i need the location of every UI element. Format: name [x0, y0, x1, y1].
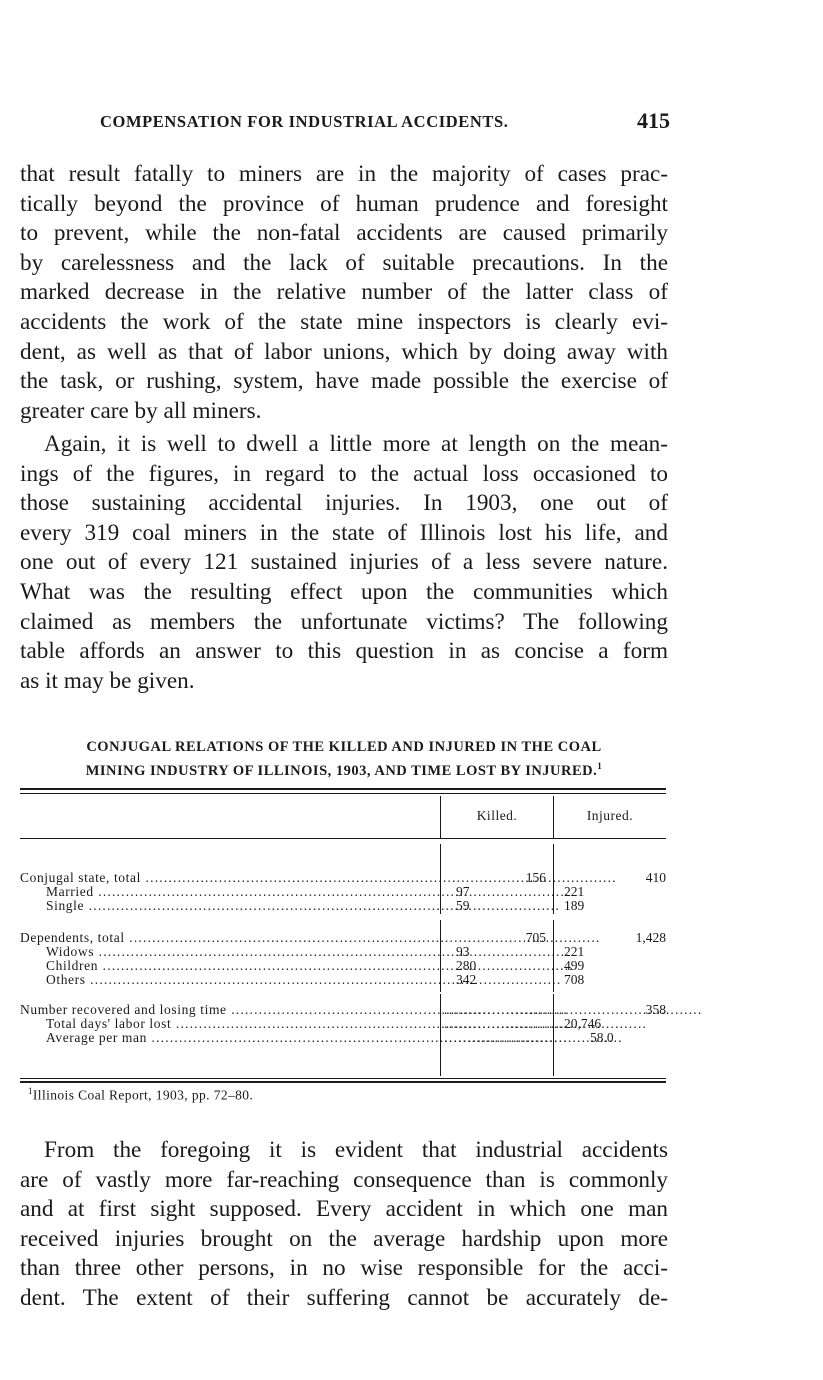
paragraph-line: dent, as well as that of labor unions, which by doing away with — [20, 338, 668, 365]
row-label: Others ..... — [46, 972, 440, 988]
paragraph-line: accidents the work of the state mine inspectors is clearly evi- — [20, 308, 668, 335]
injured-value: 58.0 — [590, 1030, 614, 1045]
injured-value: 189 — [564, 898, 585, 913]
injured-value: 221 — [564, 884, 585, 899]
injured-value: 499 — [564, 958, 585, 973]
table-caption — [20, 738, 668, 781]
row-label: Number recovered and losing time ..... — [20, 1002, 440, 1018]
footnote-ref: 1 — [597, 761, 603, 771]
table-top-rule — [20, 793, 666, 794]
leader-dots: .......................... — [444, 1030, 569, 1045]
row-label: Married ..... — [46, 884, 440, 900]
paragraph-line: are of vastly more far-reaching consequence than is commonly — [20, 1166, 668, 1193]
paragraph-line: by carelessness and the lack of suitable precautions. In the — [20, 249, 668, 276]
killed-value: 156 — [525, 870, 546, 885]
paragraph-line: every 319 coal miners in the state of Illinois lost his life, and — [20, 519, 668, 546]
column-header-killed: Killed. — [476, 808, 518, 823]
paragraph-line: those sustaining accidental injuries. In 1903, one out of — [20, 490, 668, 517]
paragraph-line: Again, it is well to dwell a little more at length on the mean- — [44, 431, 668, 457]
row-label: Single ..... — [46, 898, 440, 914]
paragraph-line: From the foregoing it is evident that industrial accidents — [44, 1137, 668, 1163]
paragraph-line: table affords an answer to this question in as concise a form — [20, 638, 668, 665]
paragraph-line: to prevent, while the non-fatal accidents are caused primarily — [20, 220, 668, 247]
row-label: Children ..... — [46, 958, 440, 974]
row-label: Widows ..... — [46, 944, 440, 960]
table-bottom-rule — [20, 1081, 666, 1083]
leader-dots: .......................... — [444, 1002, 569, 1017]
row-label: Average per man ..... — [46, 1030, 440, 1046]
paragraph-3 — [20, 1136, 668, 1314]
header-rule — [20, 838, 666, 839]
table-caption-line: CONJUGAL RELATIONS OF THE KILLED AND INJURED IN THE COAL — [86, 739, 602, 755]
paragraph-line: dent. The extent of their suffering cannot be accurately de- — [20, 1284, 668, 1311]
injured-value: 708 — [564, 972, 585, 987]
column-header-injured: Injured. — [586, 808, 634, 823]
killed-value: 93 — [456, 944, 470, 959]
row-label: Dependents, total ..... — [20, 930, 440, 946]
row-label: Conjugal state, total ..... — [20, 870, 440, 886]
table-bottom-rule — [20, 1078, 666, 1079]
killed-value: 342 — [456, 972, 477, 987]
paragraph-line: marked decrease in the relative number of the latter class of — [20, 279, 668, 306]
killed-value: 280 — [456, 958, 477, 973]
footnote-marker: 1 — [28, 1086, 33, 1096]
paragraph-line: that result fatally to miners are in the majority of cases prac- — [20, 161, 668, 187]
injured-value: 358 — [645, 1002, 666, 1017]
killed-value: 59 — [456, 898, 470, 913]
injured-value: 20,746 — [564, 1016, 602, 1031]
paragraph-line: tically beyond the province of human prudence and foresight — [20, 190, 668, 217]
table-top-rule — [20, 788, 666, 790]
paragraph-line: one out of every 121 sustained injuries of a less severe nature. — [20, 549, 668, 576]
page-header — [100, 108, 670, 138]
killed-value: 705 — [525, 930, 546, 945]
table-caption-line: MINING INDUSTRY OF ILLINOIS, 1903, AND TIME LOST BY INJURED.$^1$ — [85, 761, 603, 779]
paragraph-line: the task, or rushing, system, have made possible the exercise of — [20, 368, 668, 395]
killed-value: 97 — [456, 884, 470, 899]
table-row — [20, 972, 666, 988]
table-row — [20, 898, 666, 914]
paragraph-line: than three other persons, in no wise responsible for the acci- — [20, 1255, 668, 1282]
page-number: 415 — [637, 108, 670, 133]
footnote — [28, 1086, 253, 1104]
paragraph-line: and at first sight supposed. Every accident in which one man — [20, 1196, 668, 1223]
conjugal-relations-table — [20, 788, 666, 1084]
injured-value: 1,428 — [635, 930, 666, 945]
injured-value: 410 — [645, 870, 666, 885]
leader-dots: .......................... — [444, 1016, 569, 1031]
running-title: COMPENSATION FOR INDUSTRIAL ACCIDENTS. — [100, 112, 509, 131]
paragraph-line: What was the resulting effect upon the communities which — [20, 578, 668, 605]
paragraph-line: greater care by all miners. — [20, 397, 262, 424]
paragraph-line: claimed as members the unfortunate victims? The following — [20, 608, 668, 635]
paragraph-1 — [20, 160, 668, 426]
row-label: Total days' labor lost ..... — [46, 1016, 440, 1032]
paragraph-line: as it may be given. — [20, 667, 195, 694]
injured-value: 221 — [564, 944, 585, 959]
paragraph-line: ings of the figures, in regard to the actual loss occasioned to — [20, 460, 668, 487]
table-row — [20, 1030, 666, 1046]
paragraph-line: received injuries brought on the average hardship upon more — [20, 1225, 668, 1252]
footnote-text: Illinois Coal Report, 1903, pp. 72–80. — [32, 1087, 254, 1103]
paragraph-2 — [20, 430, 668, 696]
